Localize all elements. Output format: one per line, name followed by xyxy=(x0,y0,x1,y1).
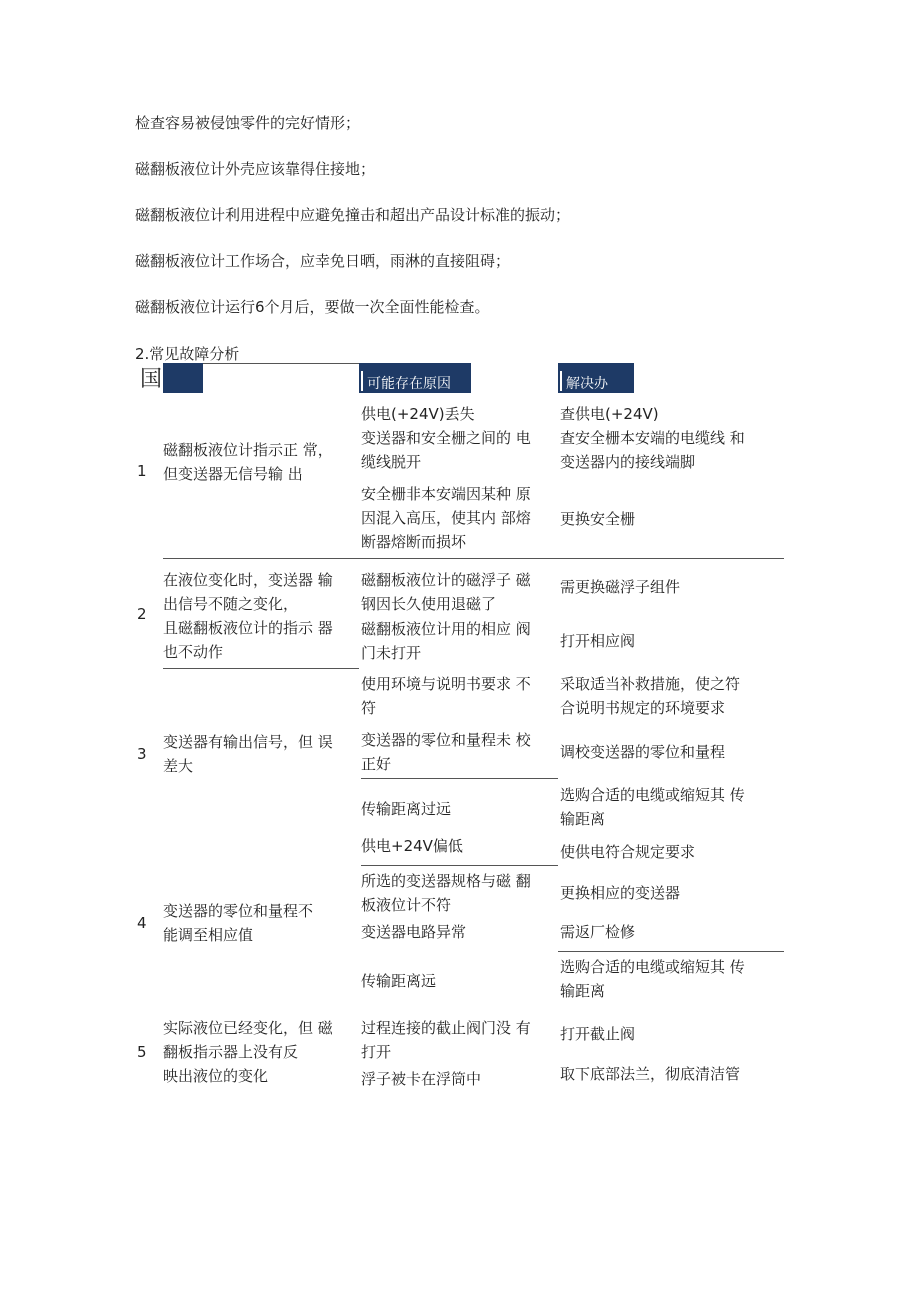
solution-line: 选购合适的电缆或缩短其 传 xyxy=(560,786,745,804)
cause-line: 供电(+24V)丢失 xyxy=(361,405,475,423)
row-4-solution-divider xyxy=(558,951,784,952)
row-2-symptom-line: 也不动作 xyxy=(163,643,224,661)
row-2-symptom-line: 出信号不随之变化， xyxy=(163,595,299,613)
header-solution-label: 解决办 xyxy=(566,376,608,392)
row-4-symptom-line: 变送器的零位和量程不 xyxy=(163,902,314,920)
solution-line: 使供电符合规定要求 xyxy=(560,843,696,861)
header-cause xyxy=(359,363,471,393)
solution-line: 更换相应的变送器 xyxy=(560,884,681,902)
cause-line: 使用环境与说明书要求 不 xyxy=(361,675,531,693)
row-4-number: 4 xyxy=(137,914,147,932)
paragraph-2: 磁翻板液位计外壳应该靠得住接地； xyxy=(135,160,376,178)
row-5-solution-2 xyxy=(560,1062,740,1086)
row-1-cause-2 xyxy=(361,482,531,554)
solution-line: 输距离 xyxy=(560,982,606,1000)
row-5-symptom-line: 实际液位已经变化，但 磁 xyxy=(163,1019,333,1037)
row-1-divider xyxy=(163,558,784,559)
solution-line: 变送器内的接线端脚 xyxy=(560,453,696,471)
row-5-solution-1 xyxy=(560,1022,635,1046)
row-4-cause-1 xyxy=(361,834,463,858)
row-5-number: 5 xyxy=(137,1043,147,1061)
solution-line: 需更换磁浮子组件 xyxy=(560,578,681,596)
row-3-cause-divider xyxy=(361,778,558,779)
row-1-number: 1 xyxy=(137,462,147,480)
row-5-cause-2 xyxy=(361,1067,481,1091)
paragraph-5: 磁翻板液位计运行6个月后，要做一次全面性能检查。 xyxy=(135,298,490,316)
row-5-symptom-line: 映出液位的变化 xyxy=(163,1067,269,1085)
cause-line: 打开 xyxy=(361,1043,392,1061)
row-3-solution-3 xyxy=(560,783,745,831)
row-1-symptom-line: 磁翻板液位计指示正 常， xyxy=(163,441,333,459)
solution-line: 输距离 xyxy=(560,810,606,828)
row-4-solution-3 xyxy=(560,920,635,944)
row-4-cause-4 xyxy=(361,969,436,993)
row-4-solution-4 xyxy=(560,955,745,1003)
row-4-symptom-line: 能调至相应值 xyxy=(163,926,254,944)
cause-line: 断器熔断而损坏 xyxy=(361,533,467,551)
row-2-solution-2 xyxy=(560,629,635,653)
cause-line: 磁翻板液位计用的相应 阀 xyxy=(361,620,531,638)
row-3-cause-3 xyxy=(361,797,451,821)
solution-line: 采取适当补救措施，使之符 xyxy=(560,675,741,693)
header-top-rule xyxy=(203,363,359,364)
section-title: 2.常见故障分析 xyxy=(135,345,240,363)
row-1-cause-1 xyxy=(361,402,531,474)
row-1-symptom-line: 但变送器无信号输 出 xyxy=(163,465,303,483)
solution-line: 打开相应阀 xyxy=(560,632,636,650)
cause-line: 传输距离过远 xyxy=(361,800,452,818)
row-4-cause-divider xyxy=(361,865,558,866)
row-1-symptom xyxy=(163,438,333,486)
row-2-symptom-line: 且磁翻板液位计的指示 器 xyxy=(163,619,333,637)
cause-line: 符 xyxy=(361,699,377,717)
row-4-symptom xyxy=(163,899,313,947)
header-symptom-block xyxy=(163,363,203,393)
row-2-symptom xyxy=(163,568,333,664)
solution-line: 取下底部法兰，彻底清洁管 xyxy=(560,1065,741,1083)
cause-line: 缆线脱开 xyxy=(361,453,422,471)
cause-line: 磁翻板液位计的磁浮子 磁 xyxy=(361,571,531,589)
row-3-number: 3 xyxy=(137,745,147,763)
cause-line: 供电+24V偏低 xyxy=(361,837,463,855)
header-cause-label: 可能存在原因 xyxy=(367,376,451,392)
cause-line: 变送器和安全栅之间的 电 xyxy=(361,429,531,447)
cause-line: 所选的变送器规格与磁 翻 xyxy=(361,872,531,890)
row-3-cause-1 xyxy=(361,672,531,720)
cause-line: 板液位计不符 xyxy=(361,896,452,914)
solution-line: 合说明书规定的环境要求 xyxy=(560,699,726,717)
solution-line: 查供电(+24V) xyxy=(560,405,659,423)
row-5-cause-1 xyxy=(361,1016,531,1064)
solution-line: 更换安全栅 xyxy=(560,510,636,528)
solution-line: 需返厂检修 xyxy=(560,923,636,941)
row-5-symptom-line: 翻板指示器上没有反 xyxy=(163,1043,299,1061)
cause-line: 正好 xyxy=(361,755,392,773)
row-2-cause-1 xyxy=(361,568,531,616)
cause-line: 门未打开 xyxy=(361,644,422,662)
row-3-symptom-line: 变送器有输出信号，但 误 xyxy=(163,733,333,751)
cause-line: 因混入高压，使其内 部熔 xyxy=(361,509,531,527)
row-4-cause-2 xyxy=(361,869,531,917)
cause-line: 浮子被卡在浮筒中 xyxy=(361,1070,482,1088)
paragraph-4: 磁翻板液位计工作场合，应幸免日晒，雨淋的直接阻碍； xyxy=(135,252,511,270)
row-2-solution-1 xyxy=(560,575,680,599)
solution-line: 打开截止阀 xyxy=(560,1025,636,1043)
header-index-glyph: 国 xyxy=(140,367,163,392)
row-4-cause-3 xyxy=(361,920,466,944)
row-2-cause-2 xyxy=(361,617,531,665)
cause-line: 传输距离远 xyxy=(361,972,437,990)
cause-line: 过程连接的截止阀门没 有 xyxy=(361,1019,531,1037)
row-3-solution-2 xyxy=(560,740,725,764)
row-1-solution-2 xyxy=(560,507,635,531)
solution-line: 选购合适的电缆或缩短其 传 xyxy=(560,958,745,976)
row-4-solution-1 xyxy=(560,840,695,864)
solution-line: 调校变送器的零位和量程 xyxy=(560,743,726,761)
row-2-divider xyxy=(163,668,359,669)
row-3-solution-1 xyxy=(560,672,740,720)
row-2-symptom-line: 在液位变化时，变送器 输 xyxy=(163,571,333,589)
row-3-symptom xyxy=(163,730,333,778)
cause-line: 变送器的零位和量程未 校 xyxy=(361,731,531,749)
row-3-cause-2 xyxy=(361,728,531,776)
solution-line: 查安全栅本安端的电缆线 和 xyxy=(560,429,745,447)
row-3-symptom-line: 差大 xyxy=(163,757,194,775)
header-solution xyxy=(558,363,634,393)
row-5-symptom xyxy=(163,1016,333,1088)
cause-line: 钢因长久使用退磁了 xyxy=(361,595,497,613)
cause-line: 安全栅非本安端因某种 原 xyxy=(361,485,531,503)
row-2-number: 2 xyxy=(137,605,147,623)
row-4-solution-2 xyxy=(560,881,680,905)
paragraph-3: 磁翻板液位计利用进程中应避免撞击和超出产品设计标准的振动； xyxy=(135,206,571,224)
row-1-solution-1 xyxy=(560,402,745,474)
paragraph-1: 检查容易被侵蚀零件的完好情形； xyxy=(135,114,361,132)
cause-line: 变送器电路异常 xyxy=(361,923,467,941)
